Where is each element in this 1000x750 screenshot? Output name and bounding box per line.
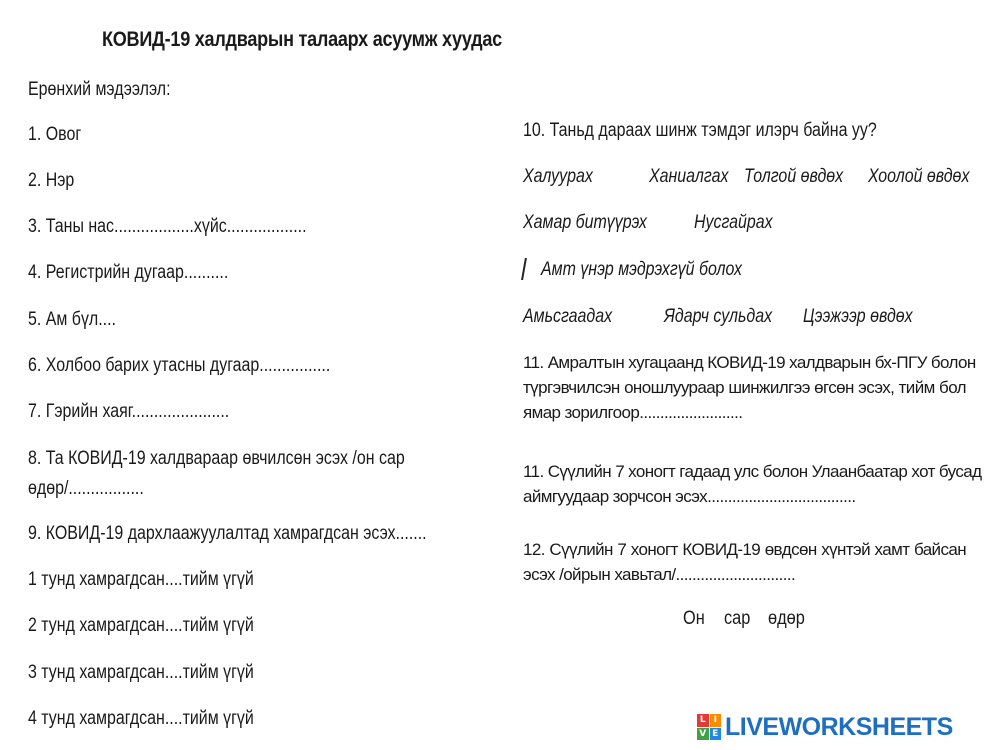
liveworksheets-logo bbox=[697, 712, 953, 742]
question-12-contact bbox=[523, 537, 966, 587]
date-month-label: сар bbox=[724, 608, 751, 629]
dose-4-option: 4 тунд хамрагдсан....тийм үгүй bbox=[28, 708, 254, 729]
dose-2-option: 2 тунд хамрагдсан....тийм үгүй bbox=[28, 615, 254, 636]
question-11-travel-line-1: 11. Сүүлийн 7 хоногт гадаад улс болон Улаанбаатар хот бусад bbox=[523, 462, 982, 481]
general-info-heading: Ерөнхий мэдээлэл: bbox=[28, 79, 171, 100]
symptom-shortness-of-breath: Амьсгаадах bbox=[523, 306, 613, 327]
liveworksheets-logo-icon: L I V E bbox=[697, 714, 721, 740]
question-11-testing-line-3: ямар зорилгоор......................... bbox=[523, 403, 743, 422]
question-6-phone: 6. Холбоо барих утасны дугаар................ bbox=[28, 355, 331, 376]
symptom-chest-pain: Цээжээр өвдөх bbox=[803, 306, 913, 327]
question-3-age-gender: 3. Таны нас..................хүйс.................. bbox=[28, 216, 307, 237]
question-10-symptoms: 10. Таньд дараах шинж тэмдэг илэрч байна уу? bbox=[523, 120, 877, 141]
question-11-testing-line-2: түргэвчилсэн оношлуураар шинжилгээ өгсөн эсэх, тийм бол bbox=[523, 378, 966, 397]
text-cursor bbox=[521, 258, 527, 280]
question-8-line-1: 8. Та КОВИД-19 халдвараар өвчилсөн эсэх /он сар bbox=[28, 448, 405, 469]
symptom-sore-throat: Хоолой өвдөх bbox=[868, 166, 970, 187]
page-title: КОВИД-19 халдварын талаарх асуумж хуудас bbox=[102, 28, 502, 51]
question-1-surname: 1. Овог bbox=[28, 124, 82, 145]
question-9-vaccination: 9. КОВИД-19 дархлаажуулалтад хамрагдсан эсэх....... bbox=[28, 523, 427, 544]
symptom-fatigue: Ядарч сульдах bbox=[664, 306, 773, 327]
question-12-contact-line-1: 12. Сүүлийн 7 хоногт КОВИД-19 өвдсөн хүнтэй хамт байсан bbox=[523, 540, 966, 559]
question-8-line-2: өдөр/................. bbox=[28, 478, 144, 499]
date-day-label: өдөр bbox=[768, 608, 805, 629]
question-11-testing-line-1: 11. Амралтын хугацаанд КОВИД-19 халдварын бх-ПГУ болон bbox=[523, 353, 976, 372]
question-4-register: 4. Регистрийн дугаар.......... bbox=[28, 262, 229, 283]
symptom-runny-nose: Нусгайрах bbox=[694, 212, 773, 233]
symptom-fever: Халуурах bbox=[523, 166, 593, 187]
question-5-family: 5. Ам бүл.... bbox=[28, 309, 116, 330]
question-11-testing bbox=[523, 350, 976, 425]
question-11-travel-line-2: аймгуудаар зорчсон эсэх.................................... bbox=[523, 487, 856, 506]
question-2-name: 2. Нэр bbox=[28, 170, 75, 191]
dose-1-option: 1 тунд хамрагдсан....тийм үгүй bbox=[28, 569, 254, 590]
date-year-label: Он bbox=[683, 608, 705, 629]
symptom-nasal-congestion: Хамар битүүрэх bbox=[523, 212, 647, 233]
symptom-cough: Ханиалгах bbox=[649, 166, 729, 187]
liveworksheets-logo-text: LIVEWORKSHEETS bbox=[725, 712, 953, 741]
symptom-headache: Толгой өвдөх bbox=[744, 166, 844, 187]
question-7-address: 7. Гэрийн хаяг...................... bbox=[28, 401, 230, 422]
dose-3-option: 3 тунд хамрагдсан....тийм үгүй bbox=[28, 662, 254, 683]
question-11-travel bbox=[523, 459, 982, 509]
question-12-contact-line-2: эсэх /ойрын хавьтал/............................. bbox=[523, 565, 796, 584]
symptom-loss-of-taste: Амт үнэр мэдрэхгүй болох bbox=[541, 259, 742, 280]
